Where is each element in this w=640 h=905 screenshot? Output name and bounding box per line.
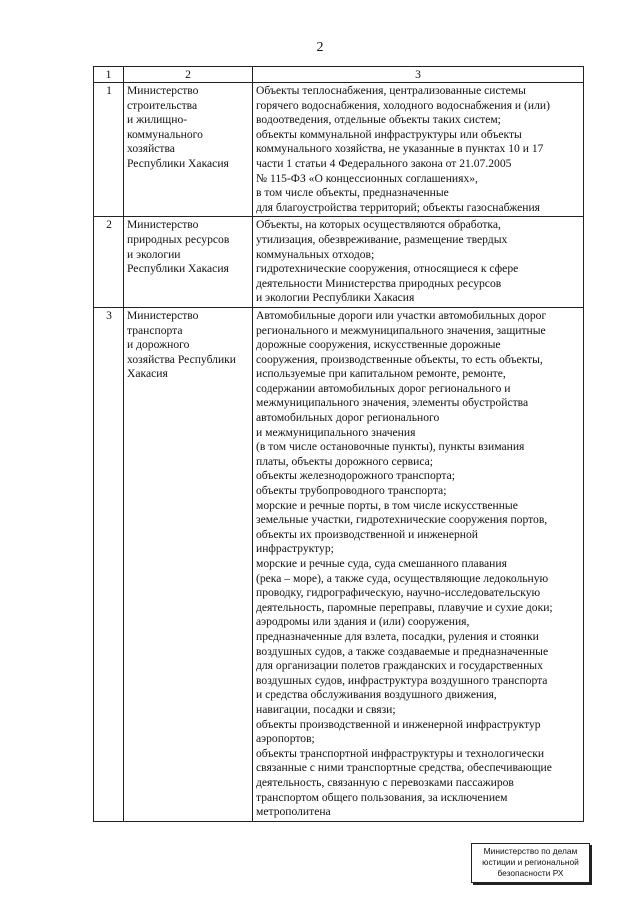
ministry-line: Министерство (127, 218, 199, 232)
ministry-line: Министерство (127, 84, 199, 97)
objects-line: деятельности Министерства природных ресурсов (256, 276, 502, 290)
objects-line: части 1 статьи 4 Федерального закона от 21.07.2005 (256, 156, 512, 170)
objects-line: Объекты, на которых осуществляются обработка, (256, 218, 501, 232)
table-row (94, 217, 584, 308)
objects-line: горячего водоснабжения, холодного водоснабжения и (или) (256, 98, 550, 112)
ministry-line: и экологии (127, 247, 181, 261)
ministry-line: Республики Хакасия (127, 156, 229, 170)
objects-line: коммунального хозяйства, не указанные в пунктах 10 и 17 (256, 142, 544, 156)
registration-stamp (471, 843, 590, 883)
objects-line: для благоустройства территорий; объекты газоснабжения (256, 200, 540, 214)
objects-line: деятельность, связанную с перевозками пассажиров (256, 775, 514, 789)
ministry-line: хозяйства (127, 142, 175, 156)
ministry-cell (124, 217, 253, 308)
header-col-3: 3 (253, 67, 584, 83)
ministry-cell (124, 307, 253, 821)
objects-line: Объекты теплоснабжения, централизованные системы (256, 84, 526, 97)
objects-cell (253, 307, 584, 821)
objects-line: автомобильных дорог регионального (256, 411, 440, 425)
objects-line: дорожные сооружения, искусственные дорожные (256, 338, 501, 352)
objects-line: (река – море), а также суда, осуществляющие ледокольную (256, 571, 549, 585)
header-col-1: 1 (94, 67, 124, 83)
objects-line: в том числе объекты, предназначенные (256, 186, 449, 200)
objects-line: № 115-ФЗ «О концессионных соглашениях», (256, 171, 478, 185)
objects-line: межмуниципального значения, элементы обустройства (256, 396, 529, 410)
header-col-2: 2 (124, 67, 253, 83)
page-number: 2 (316, 40, 324, 55)
objects-line: объекты транспортной инфраструктуры и технологически (256, 746, 545, 760)
objects-line: морские и речные суда, суда смешанного плавания (256, 557, 507, 570)
objects-line: проводку, гидрографическую, научно-исследовательскую (256, 586, 541, 600)
objects-line: деятельность, паромные переправы, плавучие и сухие доки; (256, 600, 553, 614)
objects-cell (253, 83, 584, 217)
stamp-line: юстиции и региональной (482, 857, 579, 867)
objects-line: платы, объекты дорожного сервиса; (256, 454, 434, 468)
ministry-line: хозяйства Республики (127, 352, 237, 366)
objects-line: предназначенные для взлета, посадки, руления и стоянки (256, 629, 539, 643)
ministry-line: строительства (127, 98, 198, 112)
objects-line: земельные участки, гидротехнические сооружения портов, (256, 513, 548, 527)
table-row (94, 83, 584, 217)
objects-line: содержании автомобильных дорог регионального и (256, 381, 511, 395)
objects-line: Автомобильные дороги или участки автомобильных дорог (256, 308, 547, 322)
objects-line: аэропортов; (256, 732, 315, 746)
ministry-cell (124, 83, 253, 217)
ministry-line: и дорожного (127, 338, 190, 352)
objects-line: (в том числе остановочные пункты), пункты взимания (256, 440, 525, 454)
ministry-line: природных ресурсов (127, 232, 230, 246)
objects-line: и средства обслуживания воздушного движения, (256, 688, 497, 702)
objects-line: объекты железнодорожного транспорта; (256, 469, 456, 483)
stamp-line: безопасности РХ (497, 868, 564, 878)
ministry-line: транспорта (127, 323, 183, 337)
ministry-line: Министерство (127, 308, 199, 322)
objects-line: для организации полетов гражданских и государственных (256, 659, 543, 673)
objects-line: воздушных судов, а также создаваемые и предназначенные (256, 644, 549, 658)
objects-line: коммунальных отходов; (256, 247, 375, 261)
objects-line: и экологии Республики Хакасия (256, 291, 415, 305)
ministry-line: Хакасия (127, 367, 168, 381)
objects-line: регионального и межмуниципального значения, защитные (256, 323, 546, 337)
objects-line: связанные с ними транспортные средства, обеспечивающие (256, 761, 552, 775)
objects-line: объекты коммунальной инфраструктуры или объекты (256, 127, 522, 141)
ministry-line: Республики Хакасия (127, 262, 229, 276)
objects-line: объекты трубопроводного транспорта; (256, 484, 447, 498)
objects-line: транспортом общего пользования, за исключением (256, 790, 508, 804)
objects-line: сооружения, производственные объекты, то есть объекты, (256, 352, 543, 366)
row-number: 3 (94, 307, 124, 821)
objects-line: воздушных судов, инфраструктура воздушного транспорта (256, 673, 548, 687)
objects-line: водоотведения, отдельные объекты таких систем; (256, 113, 501, 127)
objects-line: объекты их производственной и инженерной (256, 527, 478, 541)
ministry-line: и жилищно- (127, 113, 188, 127)
objects-line: используемые при капитальном ремонте, ремонте, (256, 367, 506, 381)
objects-line: утилизация, обезвреживание, размещение твердых (256, 232, 508, 246)
objects-line: навигации, посадки и связи; (256, 702, 396, 716)
objects-line: гидротехнические сооружения, относящиеся к сфере (256, 262, 519, 276)
objects-cell (253, 217, 584, 308)
row-number: 1 (94, 83, 124, 217)
stamp-line: Министерство по делам (483, 846, 578, 856)
objects-line: морские и речные порты, в том числе искусственные (256, 498, 518, 512)
objects-line: инфраструктур; (256, 542, 334, 556)
table-row (94, 307, 584, 821)
objects-line: аэродромы или здания и (или) сооружения, (256, 615, 470, 629)
objects-line: и межмуниципального значения (256, 425, 416, 439)
objects-line: объекты производственной и инженерной инфраструктур (256, 717, 541, 731)
ministry-line: коммунального (127, 127, 203, 141)
table-header-row (94, 67, 584, 83)
objects-line: метрополитена (256, 805, 331, 819)
objects-table (93, 66, 584, 822)
row-number: 2 (94, 217, 124, 308)
